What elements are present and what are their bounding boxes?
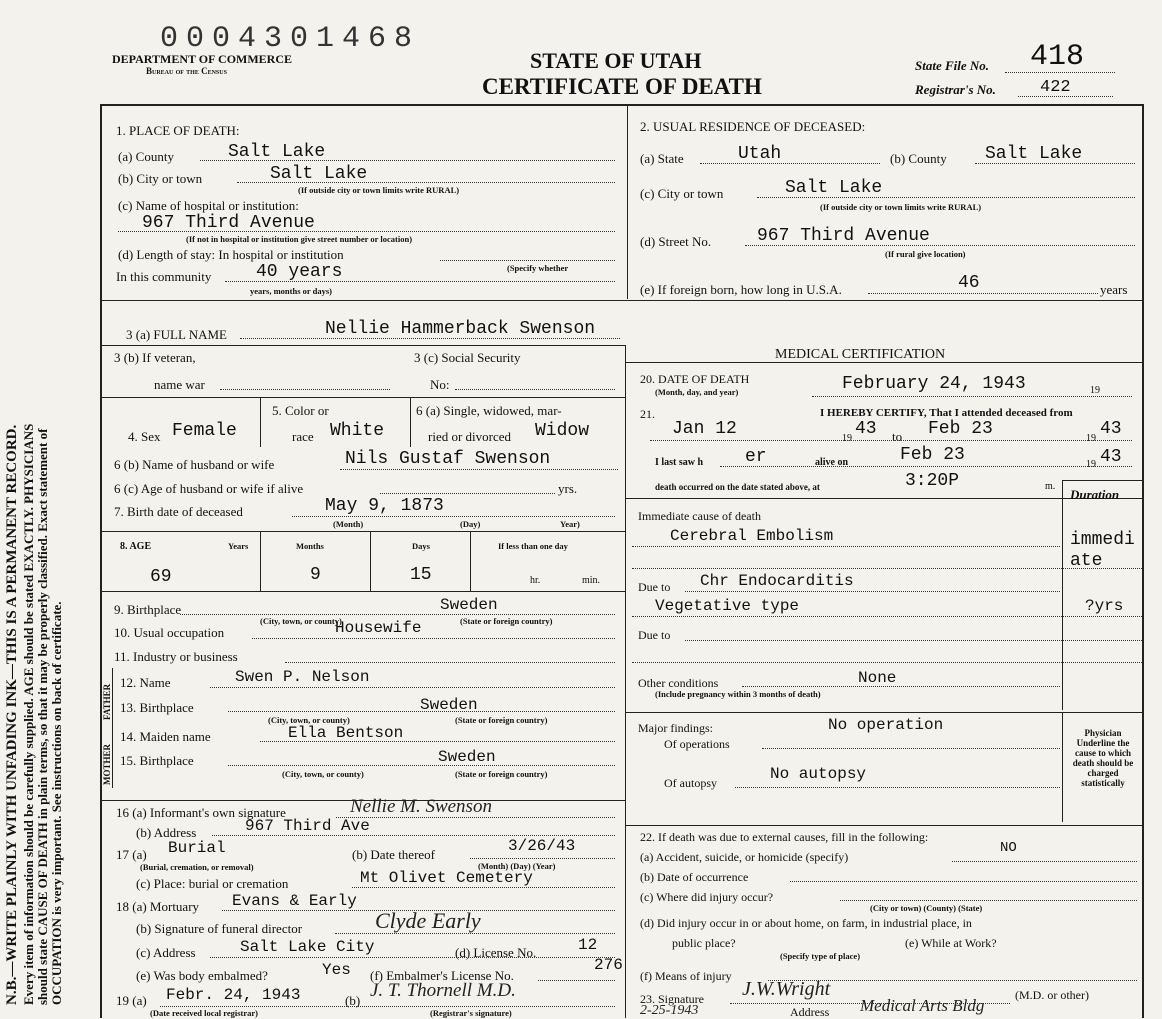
public-place-label: public place? (672, 936, 736, 950)
certificate-stamp-number: 0004301468 (160, 22, 421, 56)
street-note: (If rural give location) (885, 249, 966, 259)
mother-state-note: (State or foreign country) (455, 769, 548, 779)
md-or-other-label: (M.D. or other) (1015, 988, 1089, 1002)
hospital-note: (If not in hospital or institution give street number or location) (186, 234, 413, 244)
years-column: Years (228, 541, 249, 551)
attended-to-year: 43 (1100, 419, 1122, 439)
alive-date-value: Feb 23 (900, 445, 965, 465)
birthplace-state-note: (State or foreign country) (460, 616, 553, 626)
margin-instructions (2, 25, 107, 1005)
sex-label: 4. Sex (128, 429, 161, 444)
father-name-value: Swen P. Nelson (235, 668, 370, 686)
months-column: Months (296, 541, 324, 551)
father-birthplace-label: 13. Birthplace (120, 700, 194, 715)
margin-line-2: Every item of information should be carefully supplied. AGE should be stated EXACTLY. PHYSICIANS (21, 423, 36, 1005)
informant-address-label: (b) Address (136, 825, 197, 840)
external-causes-label: 22. If death was due to external causes, fill in the following: (640, 830, 929, 844)
m-label: m. (1045, 481, 1056, 492)
occurrence-date-label: (b) Date of occurrence (640, 870, 749, 884)
county-label: (a) County (118, 149, 174, 164)
occupation-label: 10. Usual occupation (114, 625, 225, 640)
informant-address-value: 967 Third Ave (245, 817, 370, 835)
operations-value: No operation (828, 716, 944, 734)
death-county-value: Salt Lake (228, 142, 326, 162)
alive-on-label: alive on (815, 457, 849, 468)
margin-line-4: OCCUPATION is very important. See instructions on back of certificate. (49, 601, 64, 1005)
burial-place-label: (c) Place: burial or cremation (136, 876, 289, 891)
death-time-value: 3:20P (905, 471, 960, 491)
other-conditions-value: None (858, 669, 897, 687)
place-of-death-heading: 1. PLACE OF DEATH: (116, 123, 240, 138)
spouse-age-label: 6 (c) Age of husband or wife if alive (114, 481, 304, 496)
burial-value: Burial (168, 839, 226, 857)
race-label: race (292, 429, 314, 444)
registrar-label: Registrar's No. (915, 82, 996, 97)
mother-maiden-value: Ella Bentson (288, 724, 404, 742)
registrar-number: 422 (1040, 78, 1071, 97)
age-years-value: 69 (150, 567, 172, 587)
mortuary-label: 18 (a) Mortuary (116, 899, 200, 914)
date-of-death-suffix: 19 (1090, 385, 1100, 396)
to-label: to (892, 429, 903, 444)
while-at-work-label: (e) While at Work? (905, 936, 997, 950)
hospital-value: 967 Third Avenue (142, 213, 315, 233)
registrar-signature-label: (b) (345, 993, 361, 1008)
length-of-stay-label: (d) Length of stay: In hospital or institution (118, 247, 344, 262)
physician-underline-note: Physician Underline the cause to which death should be charged statistically (1072, 728, 1134, 788)
duration-label: Duration (1070, 487, 1120, 502)
due-to-duration-value: ?yrs (1085, 597, 1124, 615)
hospital-label: (c) Name of hospital or institution: (118, 198, 299, 213)
veteran-label: 3 (b) If veteran, (114, 350, 196, 365)
burial-date-label: (b) Date thereof (352, 847, 436, 862)
state-file-label: State File No. (915, 58, 990, 73)
informant-signature: Nellie M. Swenson (350, 796, 492, 817)
birthplace-city-note: (City, town, or county) (260, 616, 342, 626)
autopsy-value: No autopsy (770, 765, 867, 783)
yrs-label: yrs. (558, 481, 578, 496)
burial-note: (Burial, cremation, or removal) (140, 862, 254, 872)
medical-certification-heading: MEDICAL CERTIFICATION (775, 347, 946, 362)
hr-label: hr. (530, 575, 541, 586)
other-conditions-label: Other conditions (638, 676, 719, 690)
marital-label: 6 (a) Single, widowed, mar- (416, 403, 562, 418)
date-of-death-note: (Month, day, and year) (655, 387, 739, 397)
burial-place-value: Mt Olivet Cemetery (360, 869, 533, 887)
sex-value: Female (172, 421, 237, 441)
state-heading: STATE OF UTAH (530, 48, 702, 73)
years-label: years (1100, 282, 1128, 297)
residence-county-value: Salt Lake (985, 144, 1083, 164)
units-note: years, months or days) (250, 286, 333, 296)
full-name-value: Nellie Hammerback Swenson (325, 319, 596, 339)
physician-sign-date: 2-25-1943 (640, 1003, 699, 1018)
embalmer-license-label: (f) Embalmer's License No. (370, 968, 514, 983)
mother-side-label: MOTHER (102, 743, 112, 785)
autopsy-label: Of autopsy (664, 776, 717, 790)
major-findings-label: Major findings: (638, 721, 713, 735)
mortuary-address-value: Salt Lake City (240, 938, 375, 956)
registrar-date-label: 19 (a) (116, 993, 147, 1008)
father-state-note: (State or foreign country) (455, 715, 548, 725)
city-label: (b) City or town (118, 171, 203, 186)
means-of-injury-label: (f) Means of injury (640, 969, 732, 983)
from-year-prefix: 19 (842, 433, 852, 444)
race-value: White (330, 421, 385, 441)
min-label: min. (582, 575, 601, 586)
residence-state-label: (a) State (640, 151, 684, 166)
due-to-detail-value: Vegetative type (655, 597, 800, 615)
residence-city-value: Salt Lake (785, 178, 883, 198)
marital-label-2: ried or divorced (428, 429, 512, 444)
death-occurred-label: death occurred on the date stated above, at (655, 482, 820, 492)
registrar-date-value: Febr. 24, 1943 (166, 986, 301, 1004)
father-city-note: (City, town, or county) (268, 715, 350, 725)
mother-city-note: (City, town, or county) (282, 769, 364, 779)
industry-label: 11. Industry or business (114, 649, 238, 664)
state-file-number: 418 (1030, 40, 1085, 74)
mother-birthplace-value: Sweden (438, 748, 496, 766)
foreign-years-value: 46 (958, 273, 980, 293)
age-label: 8. AGE (120, 541, 152, 552)
residence-state-value: Utah (738, 144, 782, 164)
physician-signature: J.W.Wright (742, 978, 831, 1000)
accident-value: NO (1000, 840, 1017, 856)
father-birthplace-value: Sweden (420, 696, 478, 714)
attended-from-value: Jan 12 (672, 419, 737, 439)
immediate-cause-label: Immediate cause of death (638, 509, 761, 523)
accident-label: (a) Accident, suicide, or homicide (specify) (640, 850, 849, 864)
foreign-born-label: (e) If foreign born, how long in U.S.A. (640, 282, 842, 297)
alive-year-value: 43 (1100, 447, 1122, 467)
less-than-day-column: If less than one day (498, 541, 568, 551)
city-county-state-note: (City or town) (County) (State) (870, 903, 983, 913)
attended-from-year: 43 (855, 419, 877, 439)
marital-value: Widow (535, 421, 590, 441)
rural-note: (If outside city or town limits write RURAL) (298, 185, 460, 195)
injury-location-label: (c) Where did injury occur? (640, 890, 774, 904)
occupation-value: Housewife (335, 619, 422, 637)
certify-number: 21. (640, 407, 655, 421)
mortuary-address-label: (c) Address (136, 945, 196, 960)
attended-to-value: Feb 23 (928, 419, 993, 439)
mother-birthplace-label: 15. Birthplace (120, 753, 194, 768)
birthplace-value: Sweden (440, 596, 498, 614)
funeral-director-label: (b) Signature of funeral director (136, 921, 303, 936)
margin-line-1: N.B.—WRITE PLAINLY WITH UNFADING INK—THIS IS A PERMANENT RECORD. (4, 424, 20, 1005)
father-name-label: 12. Name (120, 675, 171, 690)
funeral-director-signature: Clyde Early (375, 908, 481, 933)
date-received-note: (Date received local registrar) (150, 1008, 259, 1018)
name-war-label: name war (154, 377, 205, 392)
burial-date-value: 3/26/43 (508, 837, 576, 855)
color-label: 5. Color or (272, 403, 329, 418)
mortuary-value: Evans & Early (232, 892, 357, 910)
spouse-value: Nils Gustaf Swenson (345, 449, 551, 469)
age-days-value: 15 (410, 565, 432, 585)
death-city-value: Salt Lake (270, 164, 368, 184)
days-column: Days (412, 541, 430, 551)
social-security-label: 3 (c) Social Security (414, 350, 521, 365)
residence-county-label: (b) County (890, 151, 947, 166)
embalmer-license-value: 276 (594, 956, 623, 974)
burial-label: 17 (a) (116, 847, 147, 862)
social-no-label: No: (430, 377, 450, 392)
immediate-duration-value: immediate (1070, 530, 1135, 571)
last-saw-gender: er (745, 447, 767, 467)
certificate-title: CERTIFICATE OF DEATH (482, 74, 762, 99)
due-to-label: Due to (638, 580, 671, 594)
spouse-label: 6 (b) Name of husband or wife (114, 457, 275, 472)
to-year-prefix: 19 (1086, 433, 1096, 444)
street-label: (d) Street No. (640, 234, 712, 249)
birthplace-label: 9. Birthplace (114, 602, 182, 617)
full-name-label: 3 (a) FULL NAME (126, 327, 227, 342)
residence-rural-note: (If outside city or town limits write RURAL) (820, 202, 982, 212)
department-heading: DEPARTMENT OF COMMERCE (112, 52, 293, 66)
embalmed-value: Yes (322, 961, 351, 979)
due-to-2-label: Due to (638, 628, 671, 642)
father-side-label: FATHER (102, 683, 112, 720)
registrar-signature: J. T. Thornell M.D. (370, 980, 516, 1001)
year-note: Year) (560, 519, 580, 529)
street-value: 967 Third Avenue (757, 226, 930, 246)
birth-date-label: 7. Birth date of deceased (114, 504, 243, 519)
last-saw-label: I last saw h (655, 457, 704, 468)
month-note: (Month) (333, 519, 364, 529)
date-of-death-value: February 24, 1943 (842, 374, 1026, 394)
injury-home-label: (d) Did injury occur in or about home, on farm, in industrial place, in (640, 916, 972, 930)
physician-address: Medical Arts Bldg (860, 996, 985, 1015)
license-value: 12 (578, 936, 598, 954)
informant-signature-label: 16 (a) Informant's own signature (116, 805, 286, 820)
mother-maiden-label: 14. Maiden name (120, 729, 211, 744)
certify-text: I HEREBY CERTIFY, That I attended deceased from (820, 407, 1073, 419)
immediate-cause-value: Cerebral Embolism (670, 527, 834, 545)
operations-label: Of operations (664, 737, 730, 751)
community-label: In this community (116, 269, 212, 284)
specify-note: (Specify whether (507, 263, 569, 273)
burial-date-note: (Month) (Day) (Year) (478, 861, 556, 871)
birth-date-value: May 9, 1873 (325, 496, 444, 516)
residence-city-label: (c) City or town (640, 186, 724, 201)
embalmed-label: (e) Was body embalmed? (136, 968, 268, 983)
physician-address-label: Address (790, 1005, 830, 1019)
due-to-value: Chr Endocarditis (700, 572, 854, 590)
license-label: (d) License No. (455, 945, 537, 960)
margin-line-3: should state CAUSE OF DEATH in plain terms, so that it may be properly classified. Exact statement of (35, 428, 50, 1005)
specify-place-note: (Specify type of place) (780, 951, 861, 961)
community-value: 40 years (256, 262, 343, 282)
residence-heading: 2. USUAL RESIDENCE OF DECEASED: (640, 119, 866, 134)
registrar-sig-note: (Registrar's signature) (430, 1008, 512, 1018)
date-of-death-label: 20. DATE OF DEATH (640, 372, 750, 386)
alive-year-prefix: 19 (1086, 459, 1096, 470)
physician-signature-label: 23. Signature (640, 992, 704, 1006)
bureau-heading: Bureau of the Census (146, 66, 227, 76)
other-conditions-note: (Include pregnancy within 3 months of death) (655, 689, 821, 699)
age-months-value: 9 (310, 565, 321, 585)
day-note: (Day) (460, 519, 481, 529)
